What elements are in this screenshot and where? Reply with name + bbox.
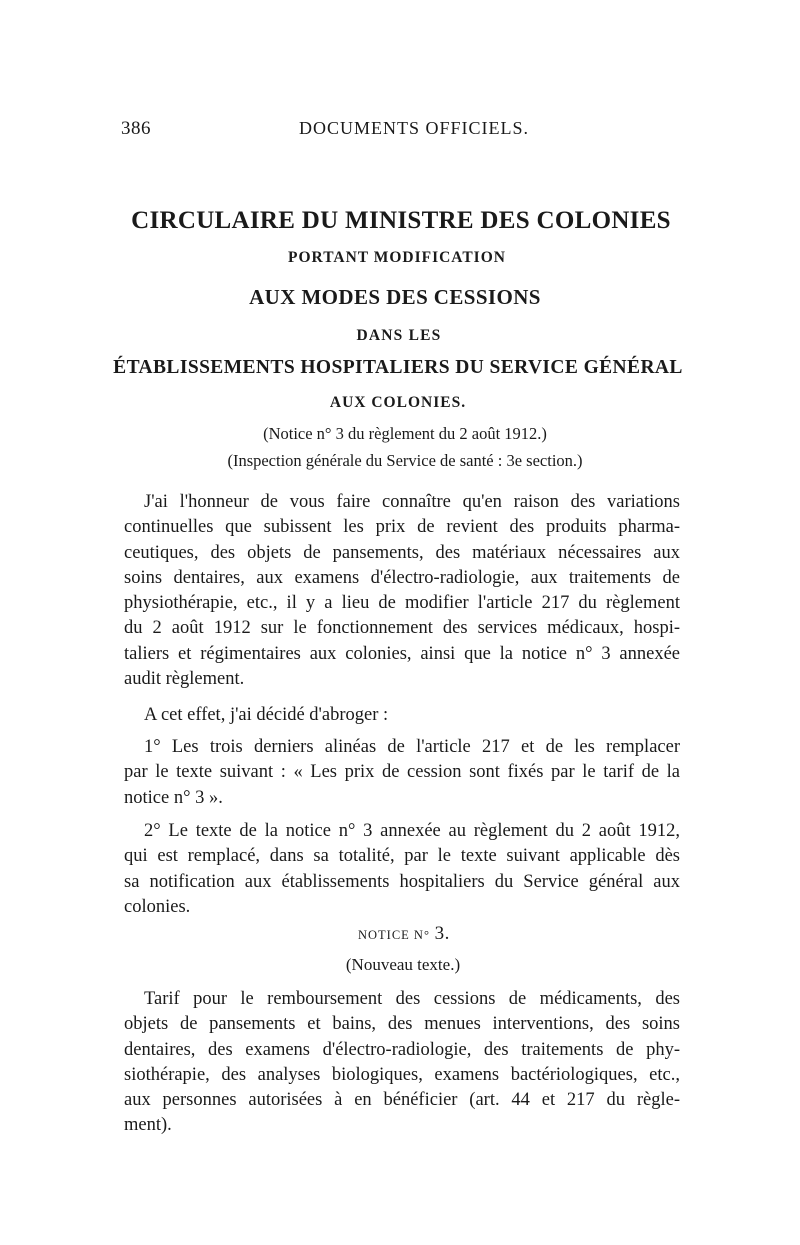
notice-heading — [4, 923, 800, 945]
title-line-6: AUX COLONIES. — [329, 394, 467, 411]
paragraph-item-2 — [124, 819, 680, 920]
inspection-note: (Inspection générale du Service de santé : 3e section.) — [227, 451, 583, 470]
running-header — [121, 118, 681, 144]
text-line: colonies. — [124, 896, 191, 917]
notice-number: 3. — [434, 923, 451, 944]
text-line: sa notification aux établissements hospitaliers du Service général aux — [124, 871, 680, 892]
text-line: physiothérapie, etc., il y a lieu de modifier l'article 217 du règlement — [124, 593, 680, 614]
text-line: 1° Les trois derniers alinéas de l'article 217 et de les remplacer — [144, 737, 680, 757]
circular-title: CIRCULAIRE DU MINISTRE DES COLONIES — [131, 207, 671, 234]
notice-label: NOTICE N° — [357, 928, 430, 942]
text-line: ment). — [124, 1115, 172, 1136]
text-line: par le texte suivant : « Les prix de cession sont fixés par le tarif de la — [124, 762, 680, 783]
text-line: dentaires, des examens d'électro-radiologie, des traitements de phy- — [124, 1039, 680, 1060]
text-line: ceutiques, des objets de pansements, des matériaux nécessaires aux — [124, 542, 680, 563]
paragraph-decision — [124, 703, 680, 728]
text-line: audit règlement. — [124, 669, 245, 690]
text-line: 2° Le texte de la notice n° 3 annexée au règlement du 2 août 1912, — [144, 821, 680, 841]
title-line-3: AUX MODES DES CESSIONS — [249, 285, 541, 309]
page-number: 386 — [121, 118, 151, 139]
text-line: objets de pansements et bains, des menues interventions, des soins — [124, 1014, 680, 1035]
title-line-2: PORTANT MODIFICATION — [288, 249, 506, 266]
text-line: notice n° 3 ». — [124, 787, 223, 808]
title-line-5: ÉTABLISSEMENTS HOSPITALIERS DU SERVICE GÉNÉRAL — [113, 357, 683, 378]
paragraph-intro — [124, 490, 680, 692]
notice-subtitle: (Nouveau texte.) — [345, 955, 461, 974]
text-line: Tarif pour le remboursement des cessions de médicaments, des — [144, 989, 680, 1009]
text-line: du 2 août 1912 sur le fonctionnement des services médicaux, hospi- — [124, 618, 680, 639]
title-line-4: DANS LES — [356, 327, 442, 344]
reference-note: (Notice n° 3 du règlement du 2 août 1912.) — [263, 424, 547, 443]
text-line: continuelles que subissent les prix de revient des produits pharma- — [124, 517, 680, 538]
paragraph-item-1 — [124, 735, 680, 811]
text-line: taliers et régimentaires aux colonies, ainsi que la notice n° 3 annexée — [124, 643, 680, 664]
text-line: A cet effet, j'ai décidé d'abroger : — [144, 705, 389, 725]
text-line: aux personnes autorisées à en bénéficier (art. 44 et 217 du règle- — [124, 1090, 680, 1111]
paragraph-tariff — [124, 987, 680, 1139]
text-line: siothérapie, des analyses biologiques, examens bactériologiques, etc., — [124, 1064, 680, 1085]
running-title: DOCUMENTS OFFICIELS. — [299, 118, 530, 138]
text-line: J'ai l'honneur de vous faire connaître qu'en raison des variations — [144, 492, 680, 512]
text-line: soins dentaires, aux examens d'électro-radiologie, aux traitements de — [124, 567, 680, 588]
text-line: qui est remplacé, dans sa totalité, par le texte suivant applicable dès — [124, 846, 680, 867]
